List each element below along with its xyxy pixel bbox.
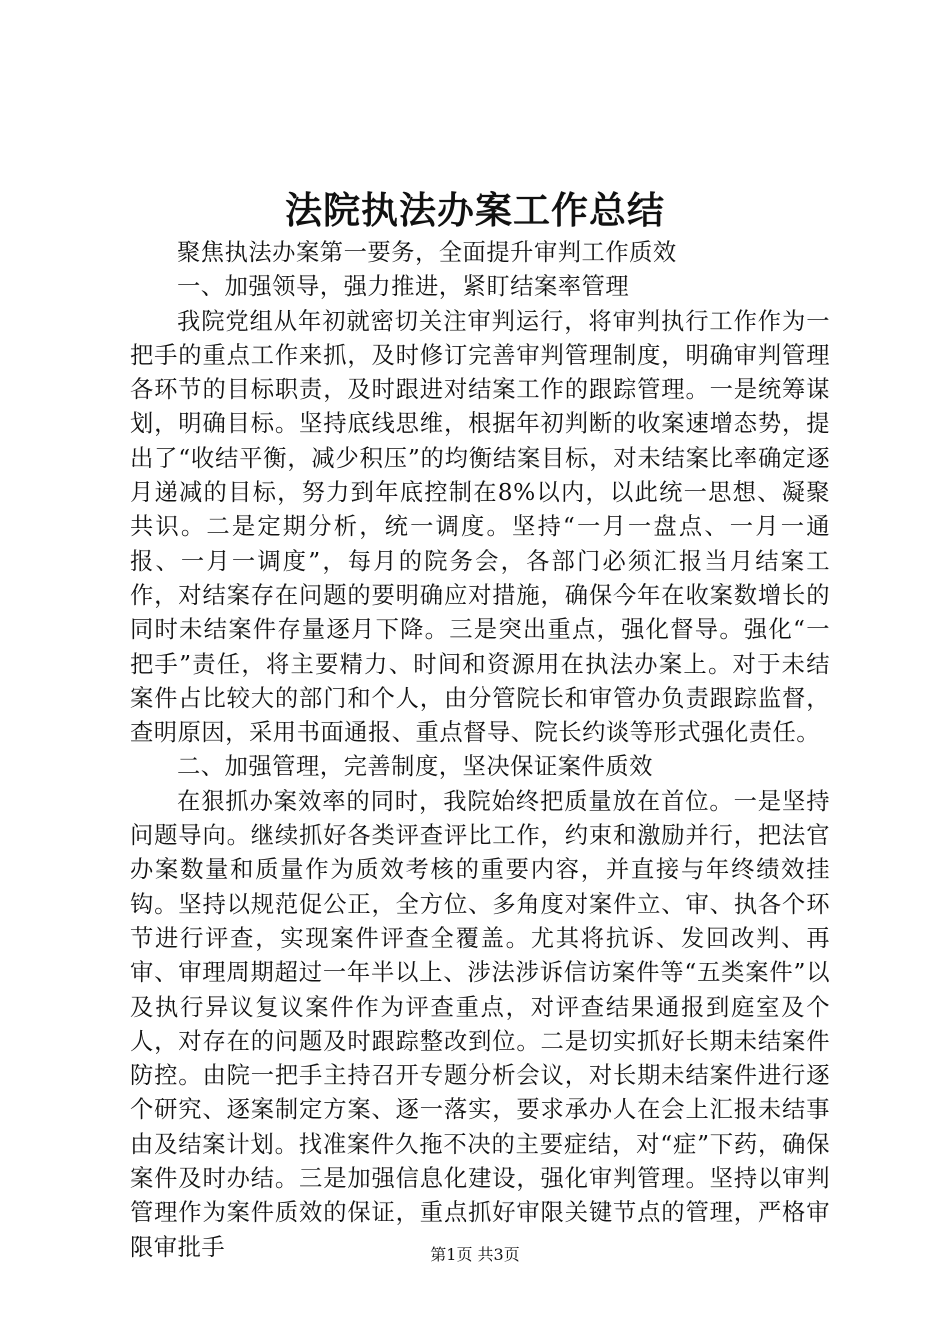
section-heading-2: 二、加强管理，完善制度，坚决保证案件质效 — [177, 753, 653, 781]
document-body — [130, 236, 830, 1265]
body-paragraph-1: 我院党组从年初就密切关注审判运行，将审判执行工作作为一把手的重点工作来抓，及时修订完善审判管理制度，明确审判管理各环节的目标职责，及时跟进对结案工作的跟踪管理。一是统筹谋划，明确目标。坚持底线思维，根据年初判断的收案速增态势，提出了“收结平衡，减少积压”的均衡结案目标，对未结案比率确定逐月递减的目标，努力到年底控制在8%以内，以此统一思想、凝聚共识。二是定期分析，统一调度。坚持“一月一盘点、一月一通报、一月一调度”，每月的院务会，各部门必须汇报当月结案工作，对结案存在问题的要明确应对措施，确保今年在收案数增长的同时未结案件存量逐月下降。三是突出重点，强化督导。强化“一把手”责任，将主要精力、时间和资源用在执法办案上。对于未结案件占比较大的部门和个人，由分管院长和审管办负责跟踪监督，查明原因，采用书面通报、重点督导、院长约谈等形式强化责任。 — [130, 307, 830, 747]
page-footer — [0, 1245, 950, 1265]
page-number: 第1页 共3页 — [430, 1245, 520, 1264]
subtitle-paragraph: 聚焦执法办案第一要务，全面提升审判工作质效 — [177, 239, 677, 266]
body-paragraph-2: 在狠抓办案效率的同时，我院始终把质量放在首位。一是坚持问题导向。继续抓好各类评查评比工作，约束和激励并行，把法官办案数量和质量作为质效考核的重要内容，并直接与年终绩效挂钩。坚持以规范促公正，全方位、多角度对案件立、审、执各个环节进行评查，实现案件评查全覆盖。尤其将抗诉、发回改判、再审、审理周期超过一年半以上、涉法涉诉信访案件等“五类案件”以及执行异议复议案件作为评查重点，对评查结果通报到庭室及个人，对存在的问题及时跟踪整改到位。二是切实抓好长期未结案件防控。由院一把手主持召开专题分析会议，对长期未结案件进行逐个研究、逐案制定方案、逐一落实，要求承办人在会上汇报未结事由及结案计划。找准案件久拖不决的主要症结，对“症”下药，确保案件及时办结。三是加强信息化建设，强化审判管理。坚持以审判管理作为案件质效的保证，重点抓好审限关键节点的管理，严格审限审批手 — [130, 787, 830, 1261]
document-title: 法院执法办案工作总结 — [285, 188, 665, 232]
section-heading-1: 一、加强领导，强力推进，紧盯结案率管理 — [177, 273, 630, 301]
